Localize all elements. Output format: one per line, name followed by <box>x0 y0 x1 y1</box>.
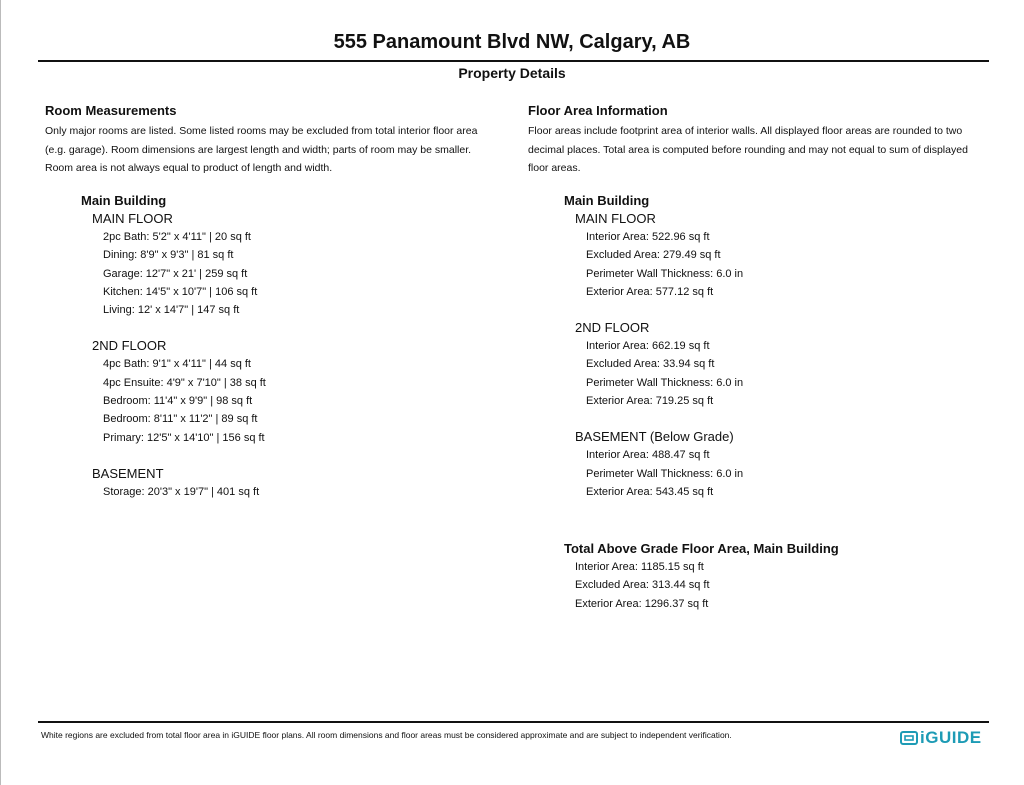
room-measurements-description <box>45 122 515 178</box>
room-item: Dining: 8'9" x 9'3" | 81 sq ft <box>103 249 234 262</box>
footer-disclaimer: White regions are excluded from total floor area in iGUIDE floor plans. All room dimensions and floor areas must be considered approximate and are subject to independent verification. <box>41 730 732 740</box>
room-item: Primary: 12'5" x 14'10" | 156 sq ft <box>103 431 265 444</box>
floor-area-list <box>564 192 994 501</box>
area-item: Excluded Area: 279.49 sq ft <box>586 249 721 262</box>
area-list <box>564 446 994 501</box>
area-item: Excluded Area: 33.94 sq ft <box>586 358 715 371</box>
description-line: floor areas. <box>528 162 581 174</box>
page-left-edge <box>0 0 1 785</box>
area-list <box>564 337 994 410</box>
room-list <box>81 355 501 446</box>
room-item: Bedroom: 11'4" x 9'9" | 98 sq ft <box>103 395 253 408</box>
room-item: Living: 12' x 14'7" | 147 sq ft <box>103 304 240 317</box>
room-measurements-list <box>81 192 501 501</box>
room-list <box>81 483 501 501</box>
page-subtitle: Property Details <box>458 65 566 81</box>
floor-area-heading: Floor Area Information <box>528 103 668 118</box>
iguide-logo-icon <box>900 730 918 746</box>
room-item: Bedroom: 8'11" x 11'2" | 89 sq ft <box>103 413 258 426</box>
floor-name: MAIN FLOOR <box>92 211 173 226</box>
area-item: Perimeter Wall Thickness: 6.0 in <box>586 267 744 280</box>
room-item: Garage: 12'7" x 21' | 259 sq ft <box>103 267 248 280</box>
floor-name: 2ND FLOOR <box>92 338 167 354</box>
floor-area-section <box>528 102 998 178</box>
area-item: Exterior Area: 577.12 sq ft <box>586 285 714 298</box>
area-item: Perimeter Wall Thickness: 6.0 in <box>586 376 744 389</box>
room-measurements-heading: Room Measurements <box>45 103 177 118</box>
room-list <box>81 228 501 319</box>
area-item: Interior Area: 522.96 sq ft <box>586 231 710 243</box>
footer-divider <box>38 721 989 723</box>
room-item: Kitchen: 14'5" x 10'7" | 106 sq ft <box>103 285 258 298</box>
total-area-heading: Total Above Grade Floor Area, Main Building <box>564 541 839 556</box>
room-item: Storage: 20'3" x 19'7" | 401 sq ft <box>103 485 260 498</box>
iguide-logo-text: iGUIDE <box>920 728 982 747</box>
room-item: 4pc Bath: 9'1" x 4'11" | 44 sq ft <box>103 358 251 371</box>
building-name: Main Building <box>564 193 650 208</box>
room-measurements-section <box>45 102 515 178</box>
iguide-logo <box>900 727 982 749</box>
area-item: Perimeter Wall Thickness: 6.0 in <box>586 467 744 480</box>
total-area-item: Exterior Area: 1296.37 sq ft <box>575 597 709 610</box>
room-item: 4pc Ensuite: 4'9" x 7'10" | 38 sq ft <box>103 376 266 389</box>
floor-name: BASEMENT <box>92 465 164 481</box>
floor-name: BASEMENT (Below Grade) <box>575 429 734 445</box>
area-list <box>564 228 994 301</box>
description-line: decimal places. Total area is computed before rounding and may not equal to sum of displayed <box>528 143 968 156</box>
area-item: Exterior Area: 719.25 sq ft <box>586 395 714 408</box>
description-line: Room area is not always equal to product of length and width. <box>45 162 333 174</box>
floor-name: 2ND FLOOR <box>575 320 650 336</box>
total-area-item: Interior Area: 1185.15 sq ft <box>575 561 704 573</box>
room-item: 2pc Bath: 5'2" x 4'11" | 20 sq ft <box>103 231 251 243</box>
area-item: Interior Area: 488.47 sq ft <box>586 449 710 462</box>
description-line: (e.g. garage). Room dimensions are largest length and width; parts of room may be smaller. <box>45 143 472 156</box>
title-divider <box>38 60 989 62</box>
description-line: Floor areas include footprint area of interior walls. All displayed floor areas are rounded to two <box>528 125 963 137</box>
area-item: Exterior Area: 543.45 sq ft <box>586 485 714 498</box>
building-name: Main Building <box>81 193 167 208</box>
total-area-item: Excluded Area: 313.44 sq ft <box>575 579 710 592</box>
total-area-section <box>564 540 994 613</box>
floor-name: MAIN FLOOR <box>575 211 656 226</box>
description-line: Only major rooms are listed. Some listed rooms may be excluded from total interior floor area <box>45 125 478 137</box>
floor-area-description <box>528 122 998 178</box>
page-title: 555 Panamount Blvd NW, Calgary, AB <box>333 31 691 53</box>
area-item: Interior Area: 662.19 sq ft <box>586 340 710 353</box>
